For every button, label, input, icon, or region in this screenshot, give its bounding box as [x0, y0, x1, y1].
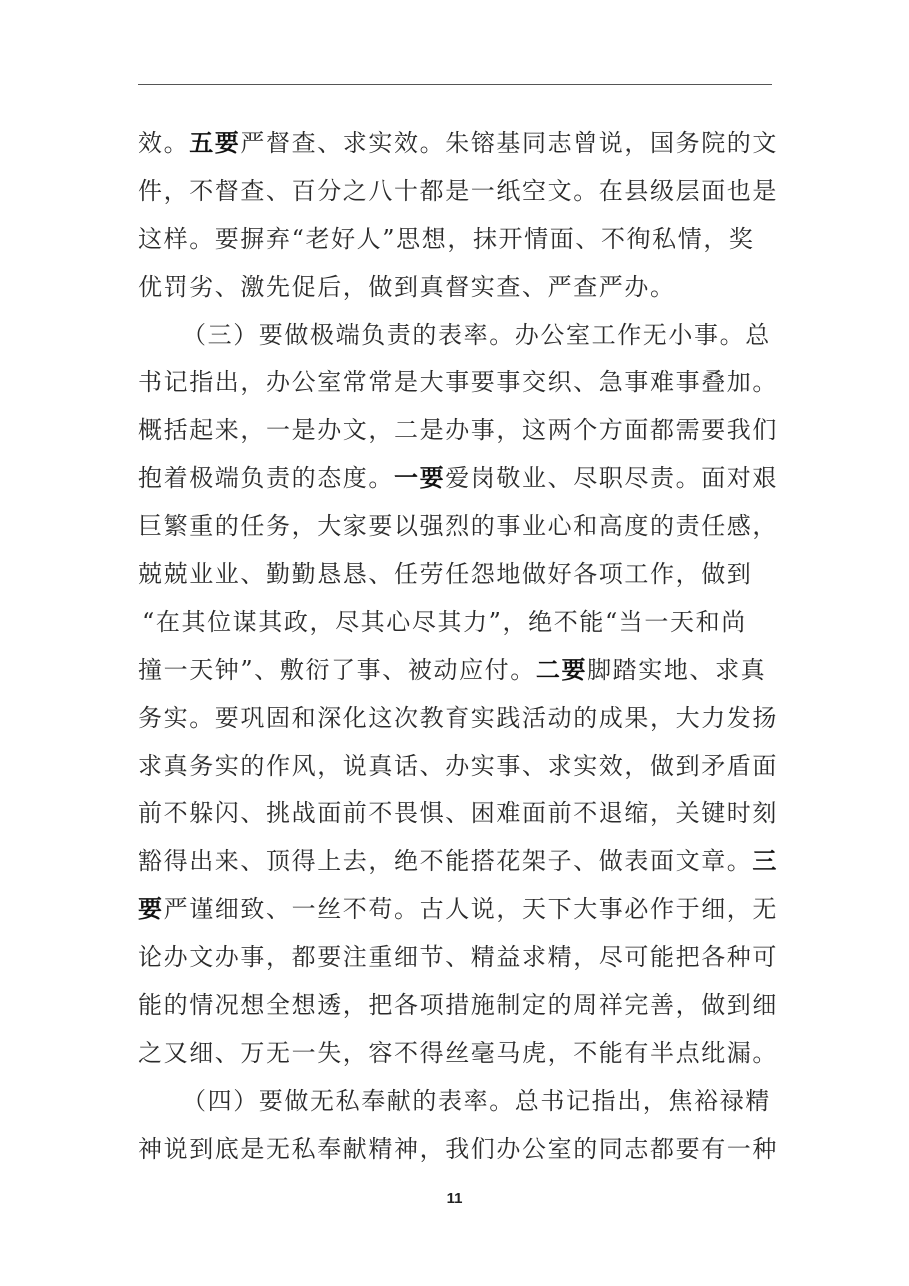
text-run: 能的情况想全想透，把各项措施制定的周祥完善，做到细 — [138, 991, 778, 1020]
text-line — [138, 838, 779, 886]
text-run: 撞一天钟”、敷衍了事、被动应付。 — [138, 655, 536, 684]
text-line — [138, 982, 778, 1030]
text-run: 巨繁重的任务，大家要以强烈的事业心和高度的责任感， — [138, 512, 778, 541]
text-line — [138, 743, 778, 791]
text-line — [138, 551, 772, 599]
paragraph-first-line — [138, 1078, 772, 1126]
paragraph-first-line — [138, 312, 772, 360]
text-line — [138, 1030, 778, 1078]
text-line — [138, 695, 778, 743]
text-line — [138, 216, 772, 264]
text-line — [138, 790, 778, 838]
text-run: 之又细、万无一失，容不得丝毫马虎，不能有半点纰漏。 — [138, 1038, 778, 1067]
text-run: 书记指出，办公室常常是大事要事交织、急事难事叠加。 — [138, 368, 778, 397]
emphasis-text: 要 — [138, 895, 164, 924]
text-run: 爱岗敬业、尽职尽责。面对艰 — [445, 464, 779, 493]
text-run: 神说到底是无私奉献精神，我们办公室的同志都要有一种 — [138, 1134, 778, 1163]
emphasis-text: 五要 — [189, 129, 241, 157]
text-run: 脚踏实地、求真 — [587, 655, 767, 684]
text-run: 抱着极端负责的态度。 — [138, 464, 394, 493]
text-run: （四）要做无私奉献的表率。总书记指出，焦裕禄精 — [182, 1086, 771, 1115]
text-run: 优罚劣、激先促后，做到真督实查、严查严办。 — [138, 272, 676, 301]
text-run: （三）要做极端负责的表率。办公室工作无小事。总 — [182, 320, 771, 349]
emphasis-text: 二要 — [535, 655, 588, 684]
document-body — [138, 120, 779, 1174]
text-run: 严谨细致、一丝不苟。古人说，天下大事必作于细，无 — [163, 895, 779, 924]
text-run: 豁得出来、顶得上去，绝不能搭花架子、做表面文章。 — [138, 847, 753, 876]
text-run: 严督查、求实效。朱镕基同志曾说，国务院的文 — [240, 129, 779, 157]
text-line — [138, 647, 772, 695]
text-run: 务实。要巩固和深化这次教育实践活动的成果，大力发扬 — [138, 703, 778, 732]
emphasis-text: 三 — [752, 847, 779, 876]
text-line — [138, 503, 778, 551]
text-line — [138, 120, 779, 168]
text-run: 兢兢业业、勤勤恳恳、任劳任怨地做好各项工作，做到 — [138, 560, 753, 589]
text-line — [138, 359, 778, 407]
text-run: 论办文办事，都要注重细节、精益求精，尽可能把各种可 — [138, 943, 778, 972]
text-line — [138, 168, 778, 216]
text-run: 前不躲闪、挑战面前不畏惧、困难面前不退缩，关键时刻 — [138, 799, 778, 828]
text-line — [138, 599, 772, 647]
text-run: 概括起来，一是办文，二是办事，这两个方面都需要我们 — [138, 416, 778, 445]
text-line — [138, 1126, 778, 1174]
emphasis-text: 一要 — [394, 464, 446, 493]
text-run: “在其位谋其政，尽其心尽其力”，绝不能“当一天和尚 — [142, 607, 747, 636]
page-number: 11 — [446, 1190, 463, 1207]
text-line — [138, 934, 778, 982]
text-run: 这样。要摒弃“老好人”思想，抹开情面、不徇私情，奖 — [138, 224, 755, 253]
header-rule — [138, 84, 772, 85]
text-line — [138, 455, 779, 503]
text-run: 求真务实的作风，说真话、办实事、求实效，做到矛盾面 — [138, 751, 778, 780]
text-line — [138, 886, 779, 934]
text-line — [138, 264, 772, 312]
text-run: 效。 — [138, 129, 190, 157]
text-run: 件，不督查、百分之八十都是一纸空文。在县级层面也是 — [138, 176, 778, 205]
text-line — [138, 407, 778, 455]
